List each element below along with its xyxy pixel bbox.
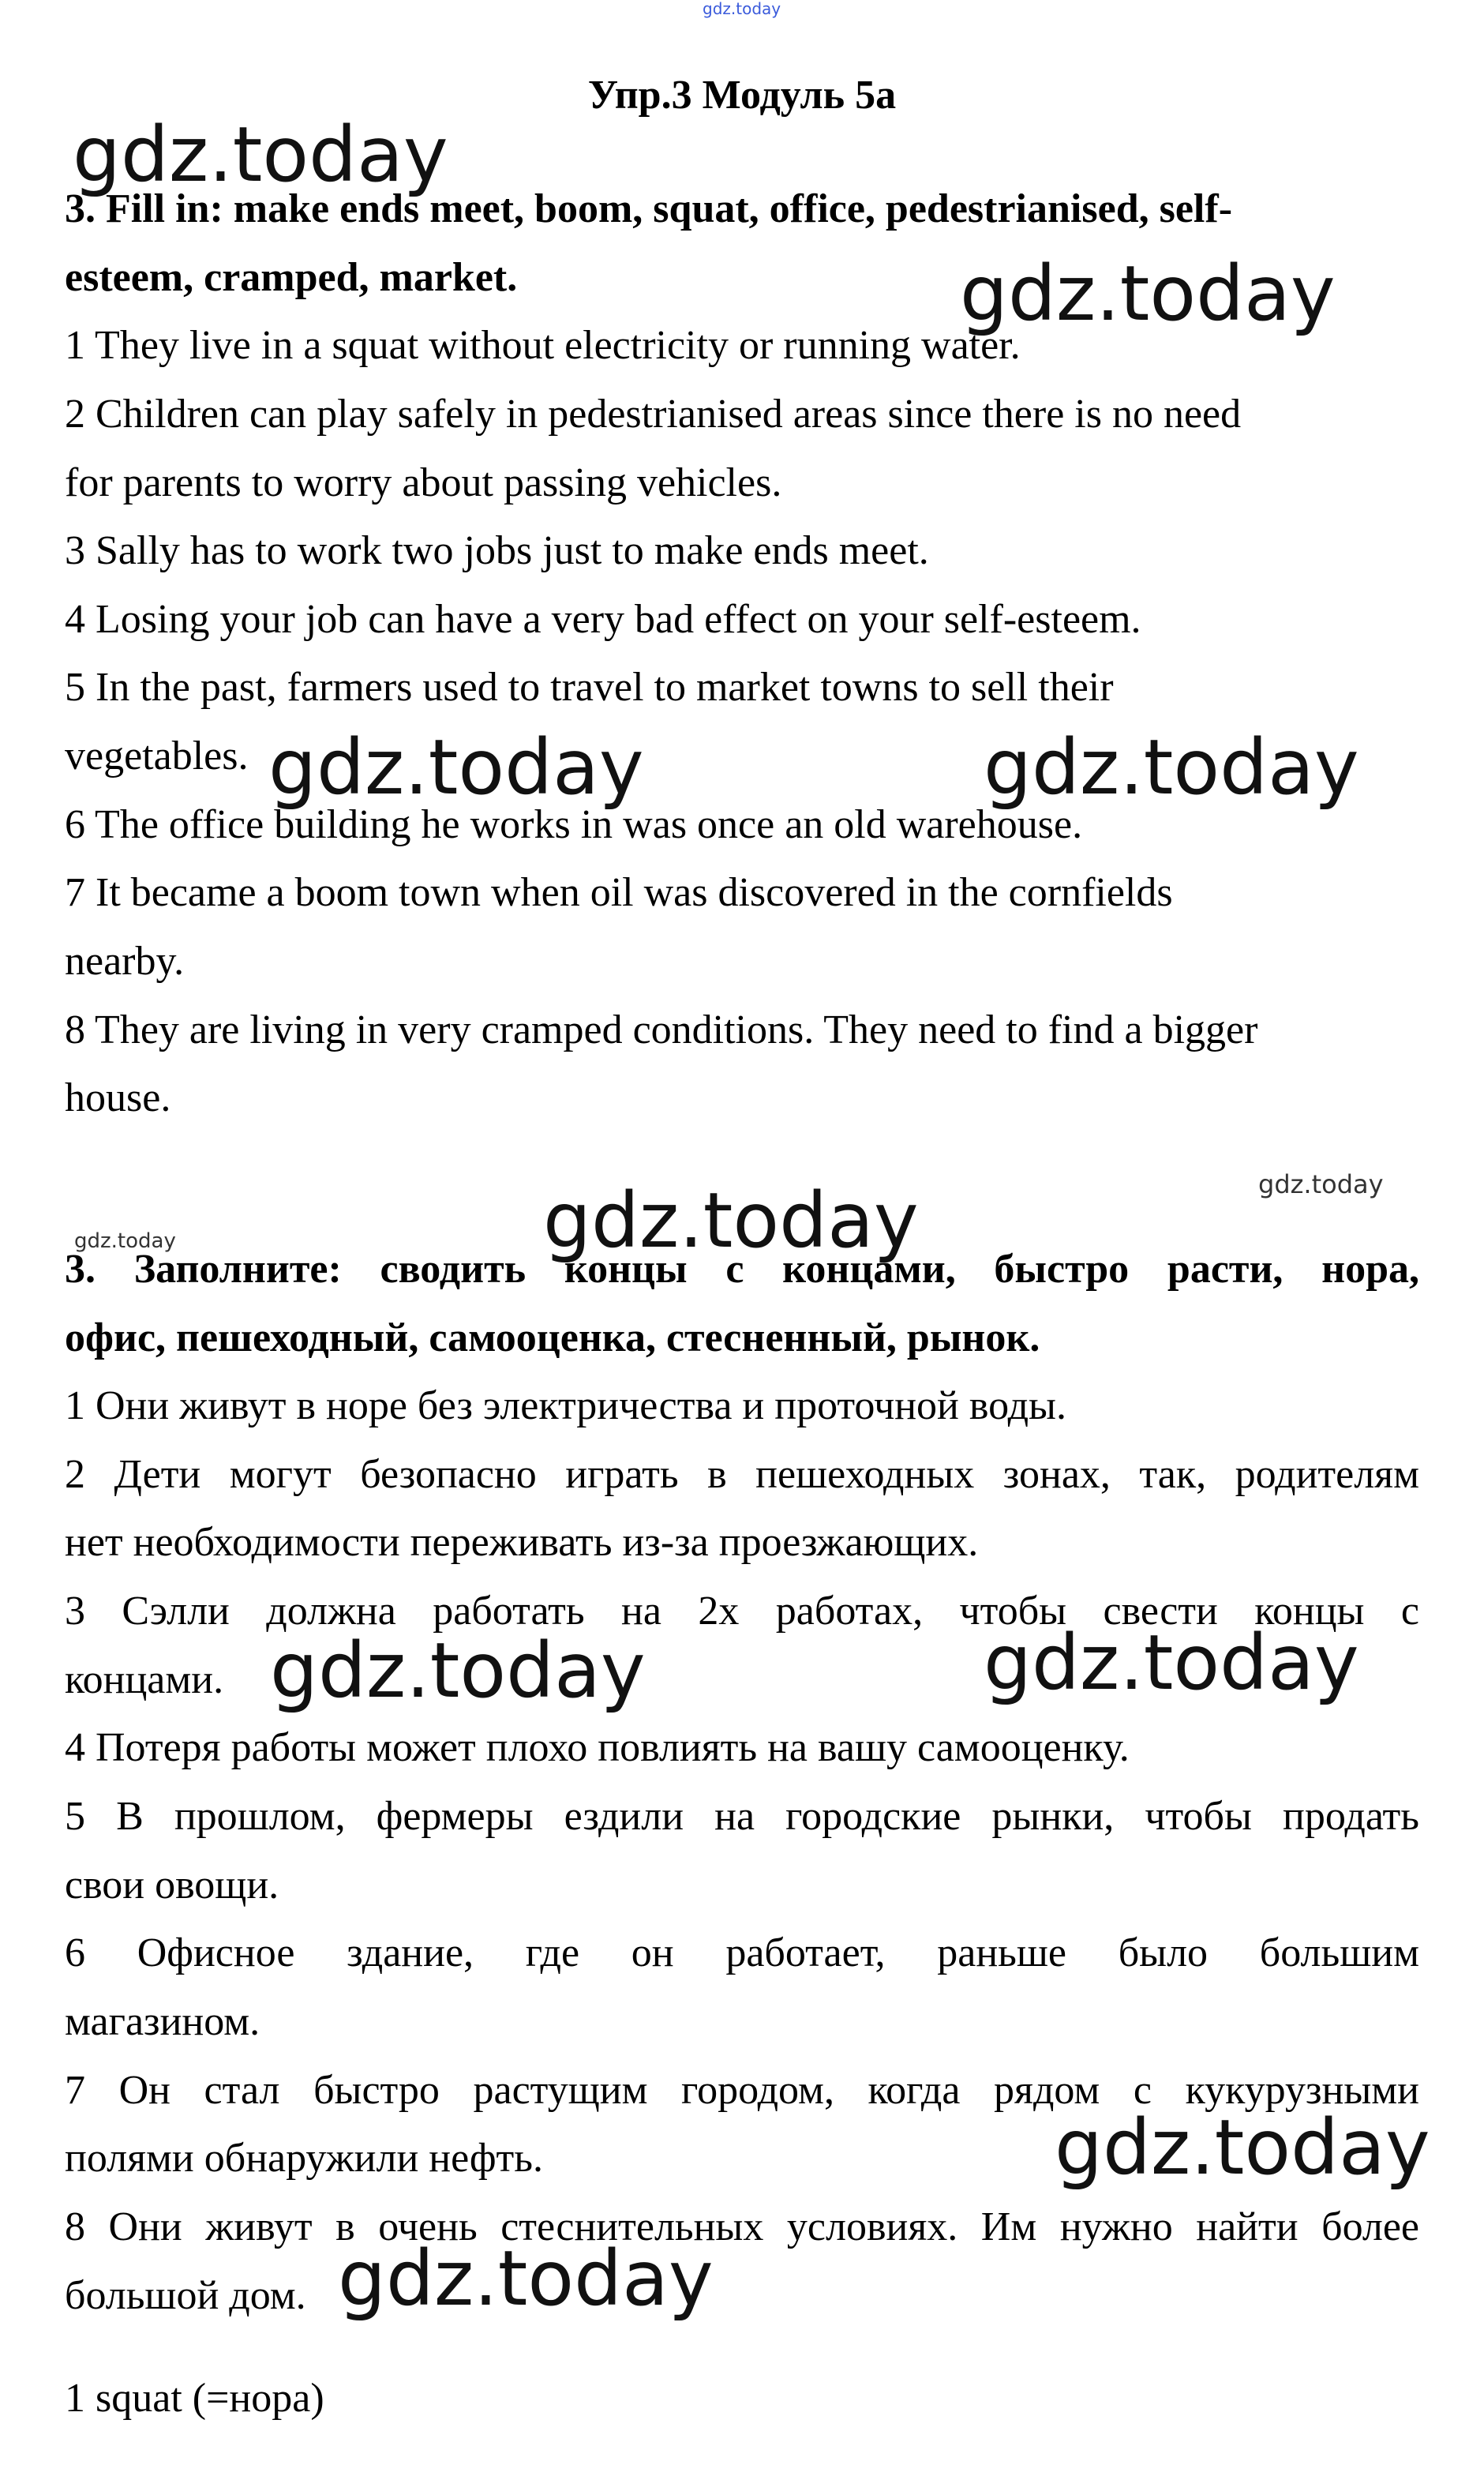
english-line: 3 Sally has to work two jobs just to make ends meet. [65, 528, 929, 573]
russian-line: 2 Дети могут безопасно играть в пешеходных зонах, так, родителям [65, 1452, 1419, 1497]
russian-line: 1 Они живут в норе без электричества и проточной воды. [65, 1383, 1066, 1428]
russian-line: 8 Они живут в очень стеснительных условиях. Им нужно найти более [65, 2204, 1419, 2249]
english-line: 1 They live in a squat without electricity or running water. [65, 323, 1021, 368]
watermark-small: gdz.today [74, 1229, 176, 1253]
russian-line: 5 В прошлом, фермеры ездили на городские рынки, чтобы продать [65, 1794, 1419, 1839]
watermark-top: gdz.today [703, 0, 781, 18]
english-line: 2 Children can play safely in pedestrianised areas since there is no need [65, 392, 1242, 437]
watermark: gdz.today [960, 249, 1336, 338]
page-title: Упр.3 Модуль 5a [587, 73, 897, 118]
english-line: 4 Losing your job can have a very bad effect on your self-esteem. [65, 597, 1141, 642]
watermark: gdz.today [1055, 2103, 1430, 2192]
watermark: gdz.today [984, 1619, 1359, 1707]
watermark-small: gdz.today [1258, 1169, 1384, 1199]
watermark: gdz.today [270, 1626, 646, 1715]
english-line: house. [65, 1075, 171, 1120]
answer-line: 1 squat (=нора) [65, 2376, 324, 2421]
russian-line: 4 Потеря работы может плохо повлиять на вашу самооценку. [65, 1725, 1130, 1770]
russian-line: большой дом. [65, 2273, 306, 2318]
russian-line: магазином. [65, 1999, 260, 2044]
english-line: 5 In the past, farmers used to travel to market towns to sell their [65, 665, 1114, 710]
russian-instruction-line-1: 3. Заполните: сводить концы с концами, быстро расти, нора, [65, 1247, 1419, 1292]
english-line: 8 They are living in very cramped conditions. They need to find a bigger [65, 1007, 1258, 1052]
russian-instruction-line-2: офис, пешеходный, самооценка, стесненный, рынок. [65, 1315, 1040, 1360]
english-line: for parents to worry about passing vehicles. [65, 460, 782, 505]
russian-line: концами. [65, 1657, 224, 1702]
english-line: 6 The office building he works in was once an old warehouse. [65, 802, 1083, 847]
russian-line: нет необходимости переживать из-за проезжающих. [65, 1520, 979, 1565]
english-instruction-line-2: esteem, cramped, market. [65, 255, 518, 300]
english-instruction-line-1: 3. Fill in: make ends meet, boom, squat, office, pedestrianised, self- [65, 186, 1233, 231]
english-line: nearby. [65, 939, 185, 984]
watermark: gdz.today [543, 1176, 919, 1265]
watermark: gdz.today [984, 723, 1359, 812]
russian-line: полями обнаружили нефть. [65, 2136, 543, 2181]
russian-line: 7 Он стал быстро растущим городом, когда рядом с кукурузными [65, 2068, 1419, 2113]
english-line: 7 It became a boom town when oil was discovered in the cornfields [65, 870, 1173, 915]
russian-line: 6 Офисное здание, где он работает, раньше было большим [65, 1930, 1419, 1975]
watermark: gdz.today [73, 111, 448, 199]
watermark: gdz.today [268, 723, 644, 812]
russian-line: 3 Сэлли должна работать на 2х работах, чтобы свести концы с [65, 1589, 1419, 1634]
russian-line: свои овощи. [65, 1863, 279, 1908]
english-line: vegetables. [65, 733, 249, 778]
watermark: gdz.today [338, 2234, 714, 2323]
